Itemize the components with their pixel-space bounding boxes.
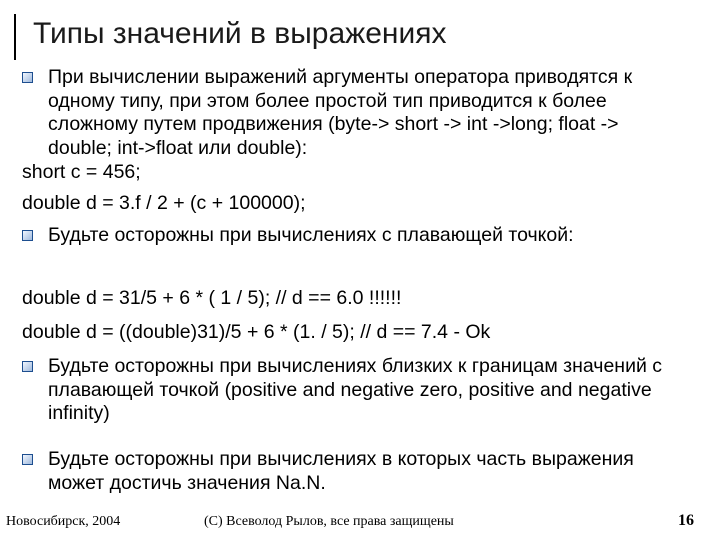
code-line: double d = 31/5 + 6 * ( 1 / 5); // d == 6.0 !!!!!! — [22, 287, 402, 309]
code-line: double d = 3.f / 2 + (c + 100000); — [22, 192, 306, 214]
bullet-text: Будьте осторожны при вычислениях в которых часть выражения может достичь значения Na.N. — [48, 448, 634, 494]
bullet-text: Будьте осторожны при вычислениях с плавающей точкой: — [48, 224, 574, 246]
square-bullet-icon — [22, 454, 33, 465]
bullet-item-nan-caution — [22, 448, 682, 495]
bullet-text: Будьте осторожны при вычислениях близких к границам значений с плавающей точкой (positive and negative zero, positive and negative infinity) — [48, 355, 663, 425]
square-bullet-icon — [22, 230, 33, 241]
page-number: 16 — [678, 512, 694, 529]
title-accent-line — [14, 14, 16, 60]
footer-location: Новосибирск, 2004 — [6, 514, 121, 529]
square-bullet-icon — [22, 72, 33, 83]
square-bullet-icon — [22, 361, 33, 372]
code-line: double d = ((double)31)/5 + 6 * (1. / 5); // d == 7.4 - Ok — [22, 321, 491, 343]
bullet-item-type-promotion — [22, 66, 682, 160]
bullet-item-float-caution — [22, 224, 682, 248]
bullet-text: При вычислении выражений аргументы оператора приводятся к одному типу, при этом более простой тип приводится к более сложному путем продвижения (byte-> short -> int ->long; float -> double; int->float или double): — [48, 66, 633, 159]
footer-copyright: (C) Всеволод Рылов, все права защищены — [204, 514, 454, 529]
slide-title: Типы значений в выражениях — [33, 17, 447, 50]
code-line: short c = 456; — [22, 161, 141, 183]
bullet-item-boundary-caution — [22, 355, 682, 426]
